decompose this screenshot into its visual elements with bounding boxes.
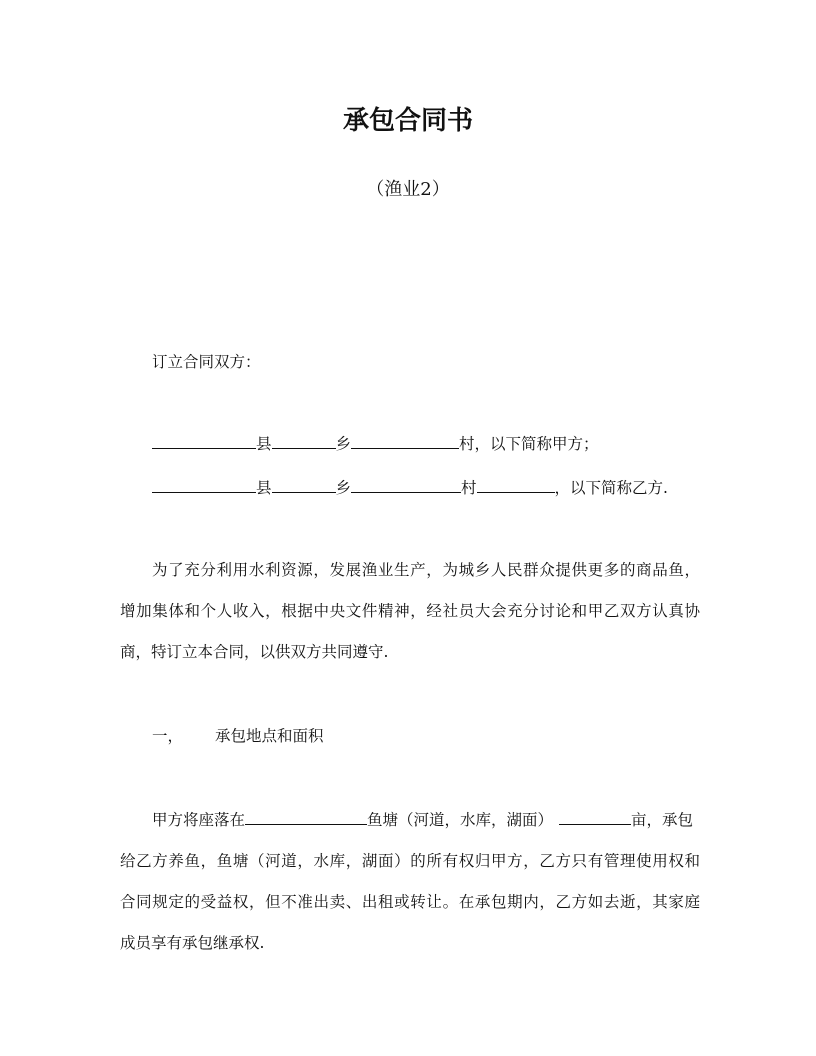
party-b-suffix: ，以下简称乙方. — [554, 479, 668, 497]
blank-field — [477, 478, 555, 493]
township-label: 乡 — [335, 435, 352, 453]
blank-field — [245, 810, 367, 825]
blank-field — [152, 478, 256, 493]
preamble-line: 为了充分利用水利资源，发展渔业生产，为城乡人民群众提供更多的商品鱼， — [152, 561, 700, 579]
blank-field — [272, 478, 336, 493]
section-number: 一， — [152, 727, 184, 745]
section1-line: 成员享有承包继承权. — [120, 934, 265, 952]
document-subtitle: （渔业2） — [366, 179, 450, 200]
party-a-line — [152, 434, 599, 454]
text: 甲方将座落在 — [152, 811, 246, 829]
blank-field — [351, 478, 461, 493]
blank-field — [152, 434, 256, 449]
section-title: 承包地点和面积 — [215, 727, 324, 745]
section-heading — [152, 726, 324, 746]
text: 鱼塘（河道，水库，湖面） — [367, 811, 554, 829]
blank-field — [351, 434, 459, 449]
party-b-line — [152, 478, 668, 498]
village-label: 村，以下简称甲方； — [459, 435, 599, 453]
document-title: 承包合同书 — [342, 106, 473, 136]
preamble-line: 增加集体和个人收入，根据中央文件精神，经社员大会充分讨论和甲乙双方认真协 — [120, 602, 700, 620]
township-label: 乡 — [335, 479, 352, 497]
section1-line — [152, 810, 693, 830]
section1-line: 给乙方养鱼，鱼塘（河道，水库，湖面）的所有权归甲方，乙方只有管理使用权和 — [120, 852, 700, 870]
text: 亩，承包 — [631, 811, 694, 829]
section1-line: 合同规定的受益权，但不准出卖、出租或转让。在承包期内，乙方如去逝，其家庭 — [120, 893, 700, 911]
parties-label: 订立合同双方： — [152, 353, 261, 371]
village-label: 村 — [461, 479, 477, 497]
blank-field — [559, 810, 631, 825]
county-label: 县 — [256, 435, 272, 453]
blank-field — [272, 434, 336, 449]
county-label: 县 — [256, 479, 272, 497]
preamble-line: 商，特订立本合同，以供双方共同遵守. — [120, 643, 389, 661]
